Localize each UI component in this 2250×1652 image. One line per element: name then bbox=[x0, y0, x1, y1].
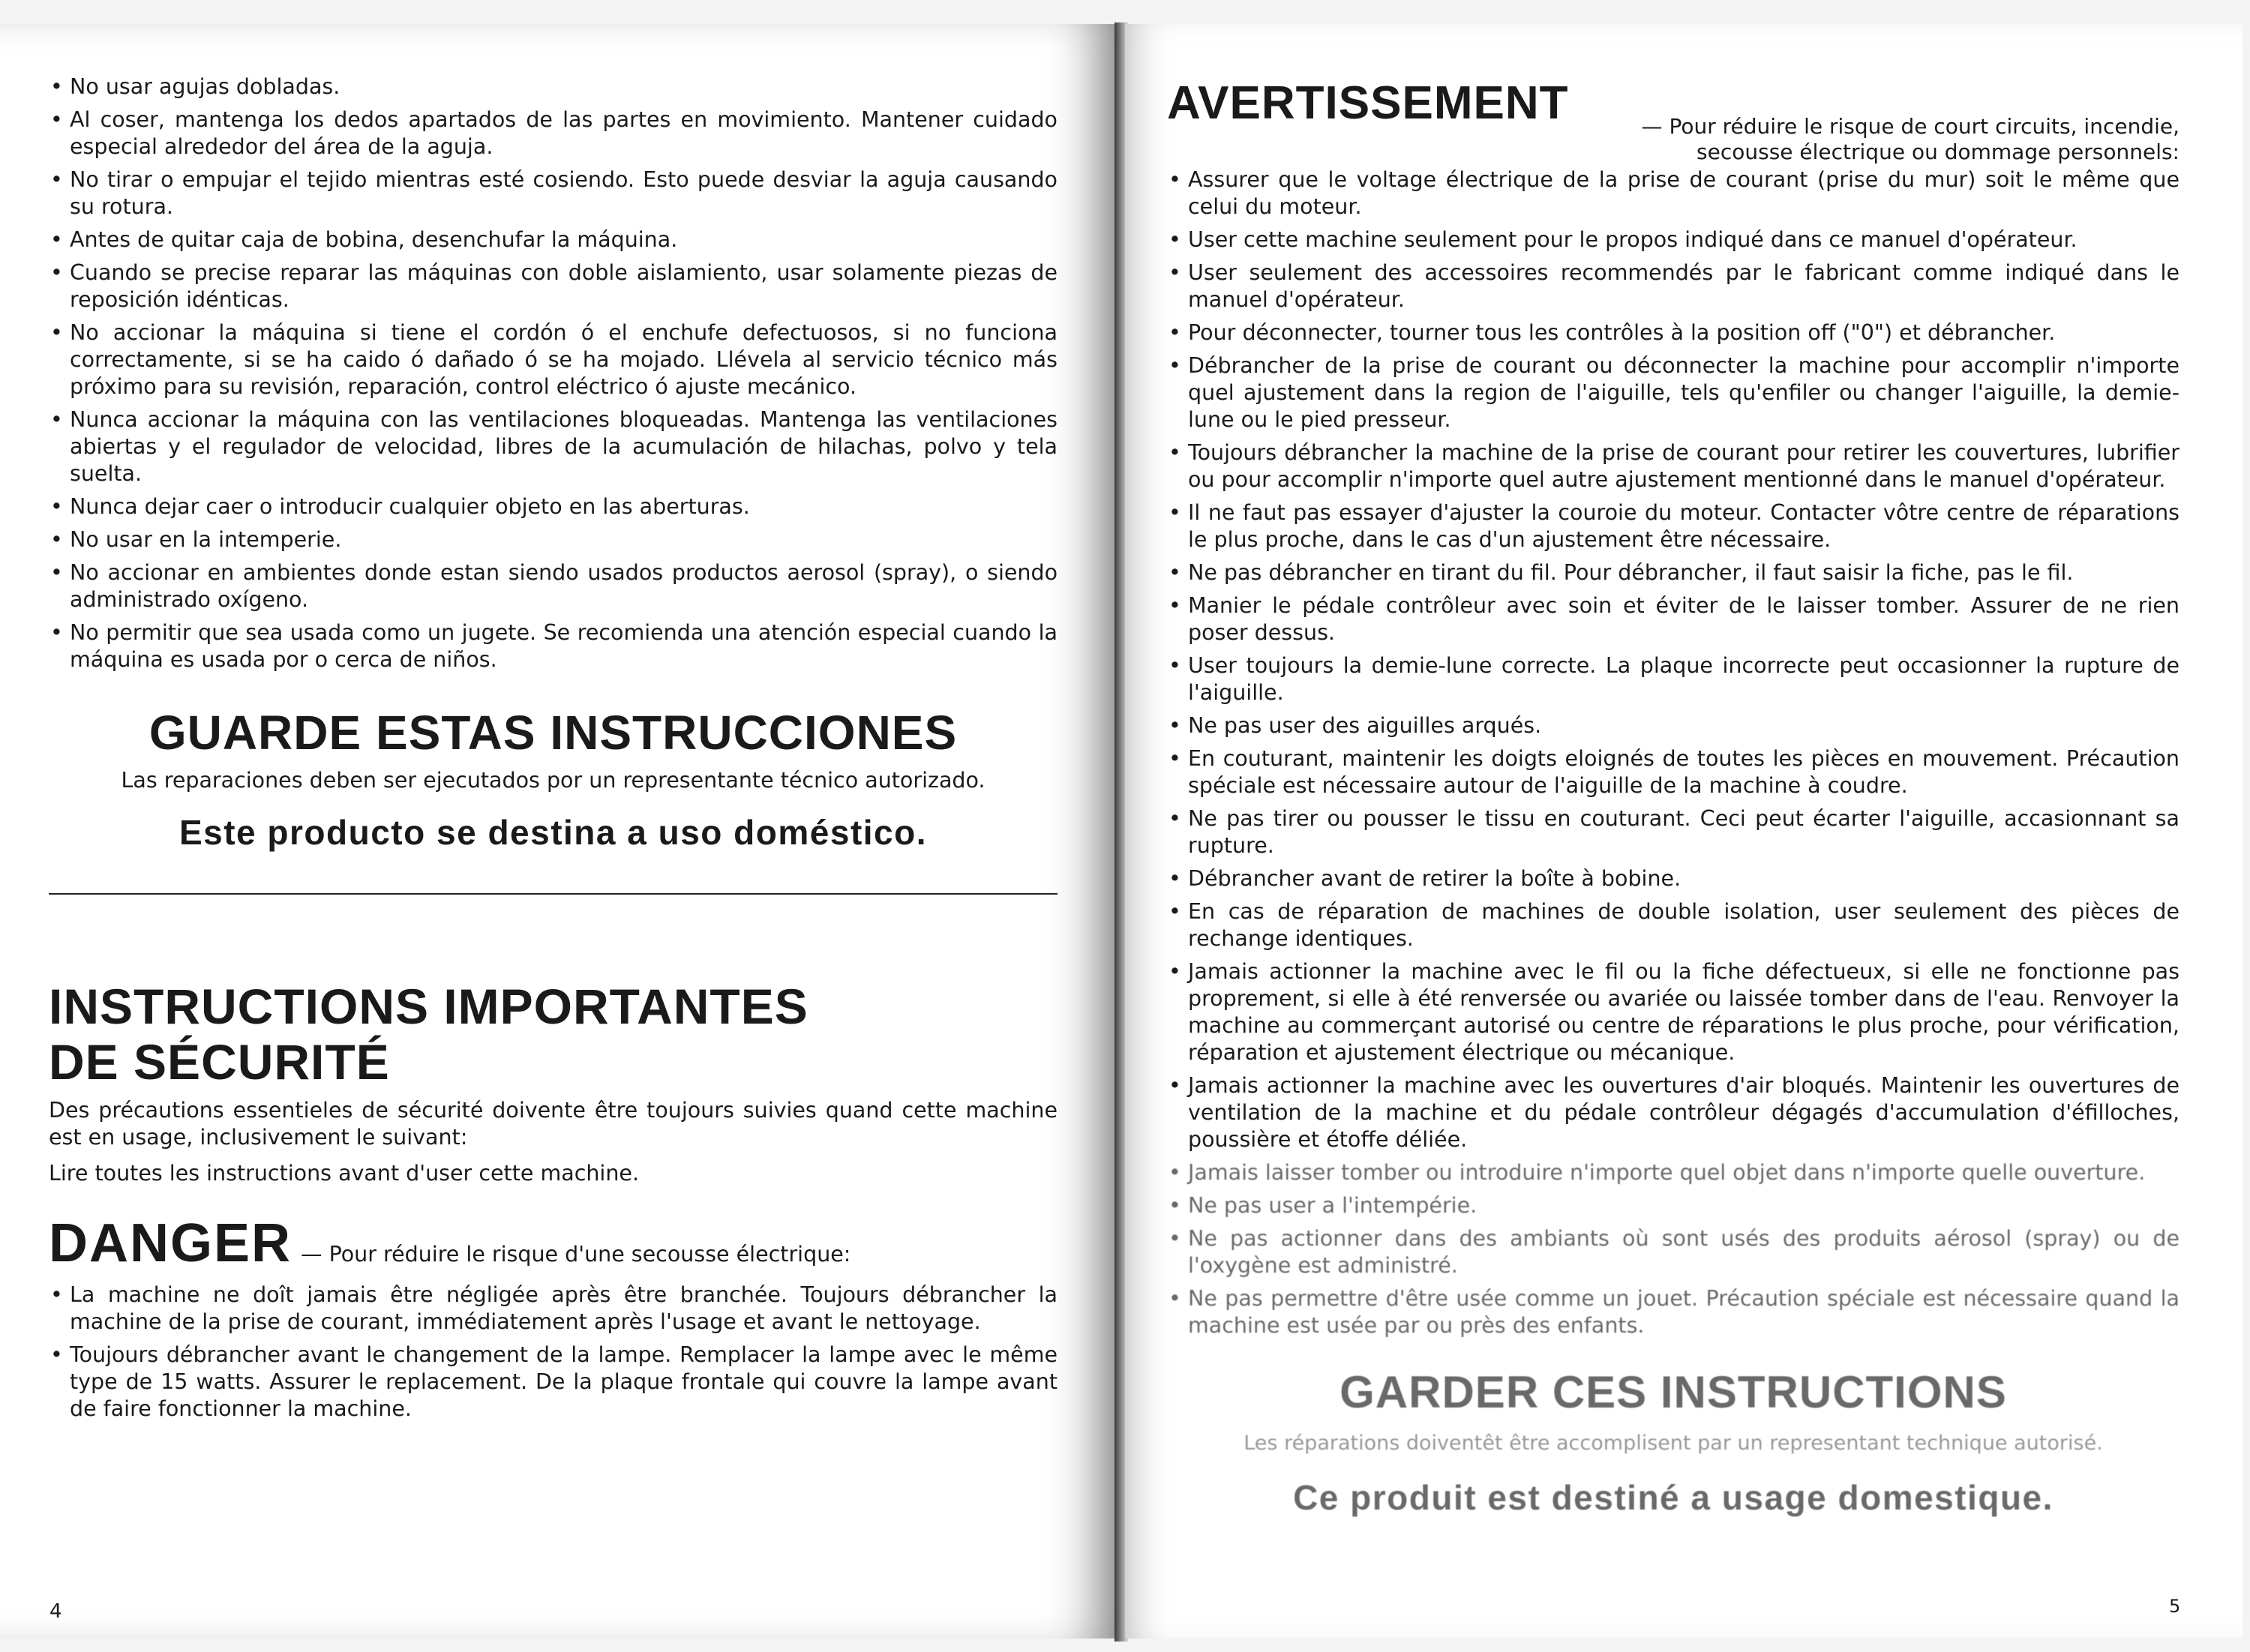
list-item: • Toujours débrancher avant le changement de la lampe. Remplacer la lampe avec le même type de 15 watts. Assurer le replacement. De la plaque frontale qui couvre la lampe avant de faire fonctionner la machine. bbox=[49, 1342, 1058, 1423]
list-item: • User toujours la demie-lune correcte. La plaque incorrecte peut occasionner la rupture de l'aiguille. bbox=[1167, 652, 2180, 706]
spanish-safety-list bbox=[49, 73, 1058, 673]
right-column bbox=[1167, 76, 2180, 1518]
list-item: • Jamais actionner la machine avec le fil ou la fiche défectueux, si elle ne fonctionne pas proprement, si elle à été renversée ou avariée ou laissée tomber dans de l'eau. Renvoyer la machine au commerçant autorisé ou centre de réparations le plus proche, pour vérification, réparation et ajustement électrique ou mécanique. bbox=[1167, 958, 2180, 1066]
list-item: • Antes de quitar caja de bobina, desenchufar la máquina. bbox=[49, 226, 1058, 253]
list-item: • En couturant, maintenir les doigts eloignés de toutes les pièces en mouvement. Précaution spéciale est nécessaire autour de l'aiguille de la machine à coudre. bbox=[1167, 745, 2180, 799]
list-item: • La machine ne doît jamais être négligée après être branchée. Toujours débrancher la machine de la prise de courant, immédiatement après l'usage et avant le nettoyage. bbox=[49, 1282, 1058, 1336]
danger-heading bbox=[49, 1213, 1058, 1274]
list-item: • Pour déconnecter, tourner tous les contrôles à la position off ("0") et débrancher. bbox=[1167, 319, 2180, 346]
avertissement-word: AVERTISSEMENT bbox=[1167, 77, 1569, 129]
list-item: • No permitir que sea usada como un jugete. Se recomienda una atención especial cuando la máquina es usada por o cerca de niños. bbox=[49, 619, 1058, 673]
left-column bbox=[49, 73, 1058, 1429]
spanish-domestic-note: Este producto se destina a uso doméstico. bbox=[178, 813, 928, 852]
list-item: • Nunca dejar caer o introducir cualquier objeto en las aberturas. bbox=[49, 493, 1058, 520]
spanish-repair-note: Las reparaciones deben ser ejecutados por un representante técnico autorizado. bbox=[121, 768, 986, 793]
list-item: • Jamais laisser tomber ou introduire n'importe quel objet dans n'importe quelle ouverture. bbox=[1167, 1159, 2180, 1186]
list-item: • No usar agujas dobladas. bbox=[49, 73, 1058, 100]
list-item: • Al coser, mantenga los dedos apartados de las partes en movimiento. Mantener cuidado especial alrededor del área de la aguja. bbox=[49, 106, 1058, 160]
avertissement-heading bbox=[1167, 76, 2180, 166]
list-item: • Il ne faut pas essayer d'ajuster la couroie du moteur. Contacter vôtre centre de réparations le plus proche, dans le cas d'un ajustement être nécessaire. bbox=[1167, 499, 2180, 553]
french-warning-list bbox=[1167, 166, 2180, 1339]
list-item: • Ne pas tirer ou pousser le tissu en couturant. Ceci peut écarter l'aiguille, accasionnant sa rupture. bbox=[1167, 805, 2180, 859]
list-item: • Débrancher de la prise de courant ou déconnecter la machine pour accomplir n'importe quel ajustement dans la region de l'aiguille, tels qu'enfiler ou changer l'aiguille, la demie-lune ou le pied presseur. bbox=[1167, 352, 2180, 433]
list-item: • Assurer que le voltage électrique de la prise de courant (prise du mur) soit le même que celui du moteur. bbox=[1167, 166, 2180, 220]
right-page bbox=[1125, 24, 2242, 1639]
list-item: • No tirar o empujar el tejido mientras esté cosiendo. Esto puede desviar la aguja causando su rotura. bbox=[49, 166, 1058, 220]
danger-list bbox=[49, 1282, 1058, 1423]
page-number-right: 5 bbox=[2169, 1596, 2181, 1617]
spanish-save-title: GUARDE ESTAS INSTRUCCIONES bbox=[148, 706, 958, 760]
french-domestic-note: Ce produit est destiné a usage domestique. bbox=[1293, 1478, 2054, 1517]
list-item: • Ne pas user des aiguilles arqués. bbox=[1167, 712, 2180, 739]
french-repair-note: Les réparations doiventêt être accomplisent par un representant technique autorisé. bbox=[1244, 1432, 2103, 1455]
list-item: • Nunca accionar la máquina con las ventilaciones bloqueadas. Mantenga las ventilaciones abiertas y el regulador de velocidad, libres de la acumulación de hilachas, polvo y tela suelta. bbox=[49, 406, 1058, 487]
french-save-title: GARDER CES INSTRUCTIONS bbox=[1340, 1367, 2007, 1417]
avertissement-subtitle: — Pour réduire le risque de court circuits, incendie, secousse électrique ou dommage personnels: bbox=[1641, 114, 2180, 164]
danger-subtitle: — Pour réduire le risque d'une secousse électrique: bbox=[301, 1242, 851, 1267]
danger-word: DANGER bbox=[49, 1213, 292, 1273]
list-item: • User seulement des accessoires recommendés par le fabricant comme indiqué dans le manuel d'opérateur. bbox=[1167, 259, 2180, 313]
list-item: • Ne pas actionner dans des ambiants où sont usés des produits aérosol (spray) ou de l'oxygène est administré. bbox=[1167, 1225, 2180, 1279]
list-item: • No usar en la intemperie. bbox=[49, 526, 1058, 553]
list-item: • Toujours débrancher la machine de la prise de courant pour retirer les couvertures, lubrifier ou pour accomplir n'importe quel autre ajustement mentionné dans le manuel d'opérateur. bbox=[1167, 439, 2180, 493]
french-title-line2: DE SÉCURITÉ bbox=[49, 1034, 390, 1090]
intro-paragraph: Des précautions essentieles de sécurité doivente être toujours suivies quand cette machine est en usage, inclusivement le suivant: bbox=[49, 1098, 1058, 1150]
list-item: • User cette machine seulement pour le propos indiqué dans ce manuel d'opérateur. bbox=[1167, 226, 2180, 253]
list-item: • Ne pas débrancher en tirant du fil. Pour débrancher, il faut saisir la fiche, pas le fil. bbox=[1167, 559, 2180, 586]
list-item: • Débrancher avant de retirer la boîte à bobine. bbox=[1167, 865, 2180, 892]
list-item: • En cas de réparation de machines de double isolation, user seulement des pièces de rechange identiques. bbox=[1167, 898, 2180, 952]
list-item: • Cuando se precise reparar las máquinas con doble aislamiento, usar solamente piezas de reposición idénticas. bbox=[49, 259, 1058, 313]
list-item: • No accionar la máquina si tiene el cordón ó el enchufe defectuosos, si no funciona correctamente, si se ha caido ó dañado ó se ha mojado. Llévela al servicio técnico más próximo para su revisión, reparación, control eléctrico ó ajuste mecánico. bbox=[49, 319, 1058, 400]
list-item: • Ne pas user a l'intempérie. bbox=[1167, 1192, 2180, 1219]
french-title-line1: INSTRUCTIONS IMPORTANTES bbox=[49, 979, 808, 1034]
left-page bbox=[0, 24, 1118, 1639]
page-number-left: 4 bbox=[50, 1600, 62, 1623]
section-divider bbox=[49, 893, 1058, 895]
list-item: • No accionar en ambientes donde estan siendo usados productos aerosol (spray), o siendo administrado oxígeno. bbox=[49, 559, 1058, 613]
read-all-note: Lire toutes les instructions avant d'user cette machine. bbox=[49, 1161, 640, 1186]
list-item: • Jamais actionner la machine avec les ouvertures d'air bloqués. Maintenir les ouvertures de ventilation de la machine et du pédale contrôleur dégagés d'accumulation d'éfilloches, poussière et étoffe déliée. bbox=[1167, 1072, 2180, 1153]
list-item: • Ne pas permettre d'être usée comme un jouet. Précaution spéciale est nécessaire quand la machine est usée par ou près des enfants. bbox=[1167, 1285, 2180, 1339]
list-item: • Manier le pédale contrôleur avec soin et éviter de le laisser tomber. Assurer de ne rien poser dessus. bbox=[1167, 592, 2180, 646]
